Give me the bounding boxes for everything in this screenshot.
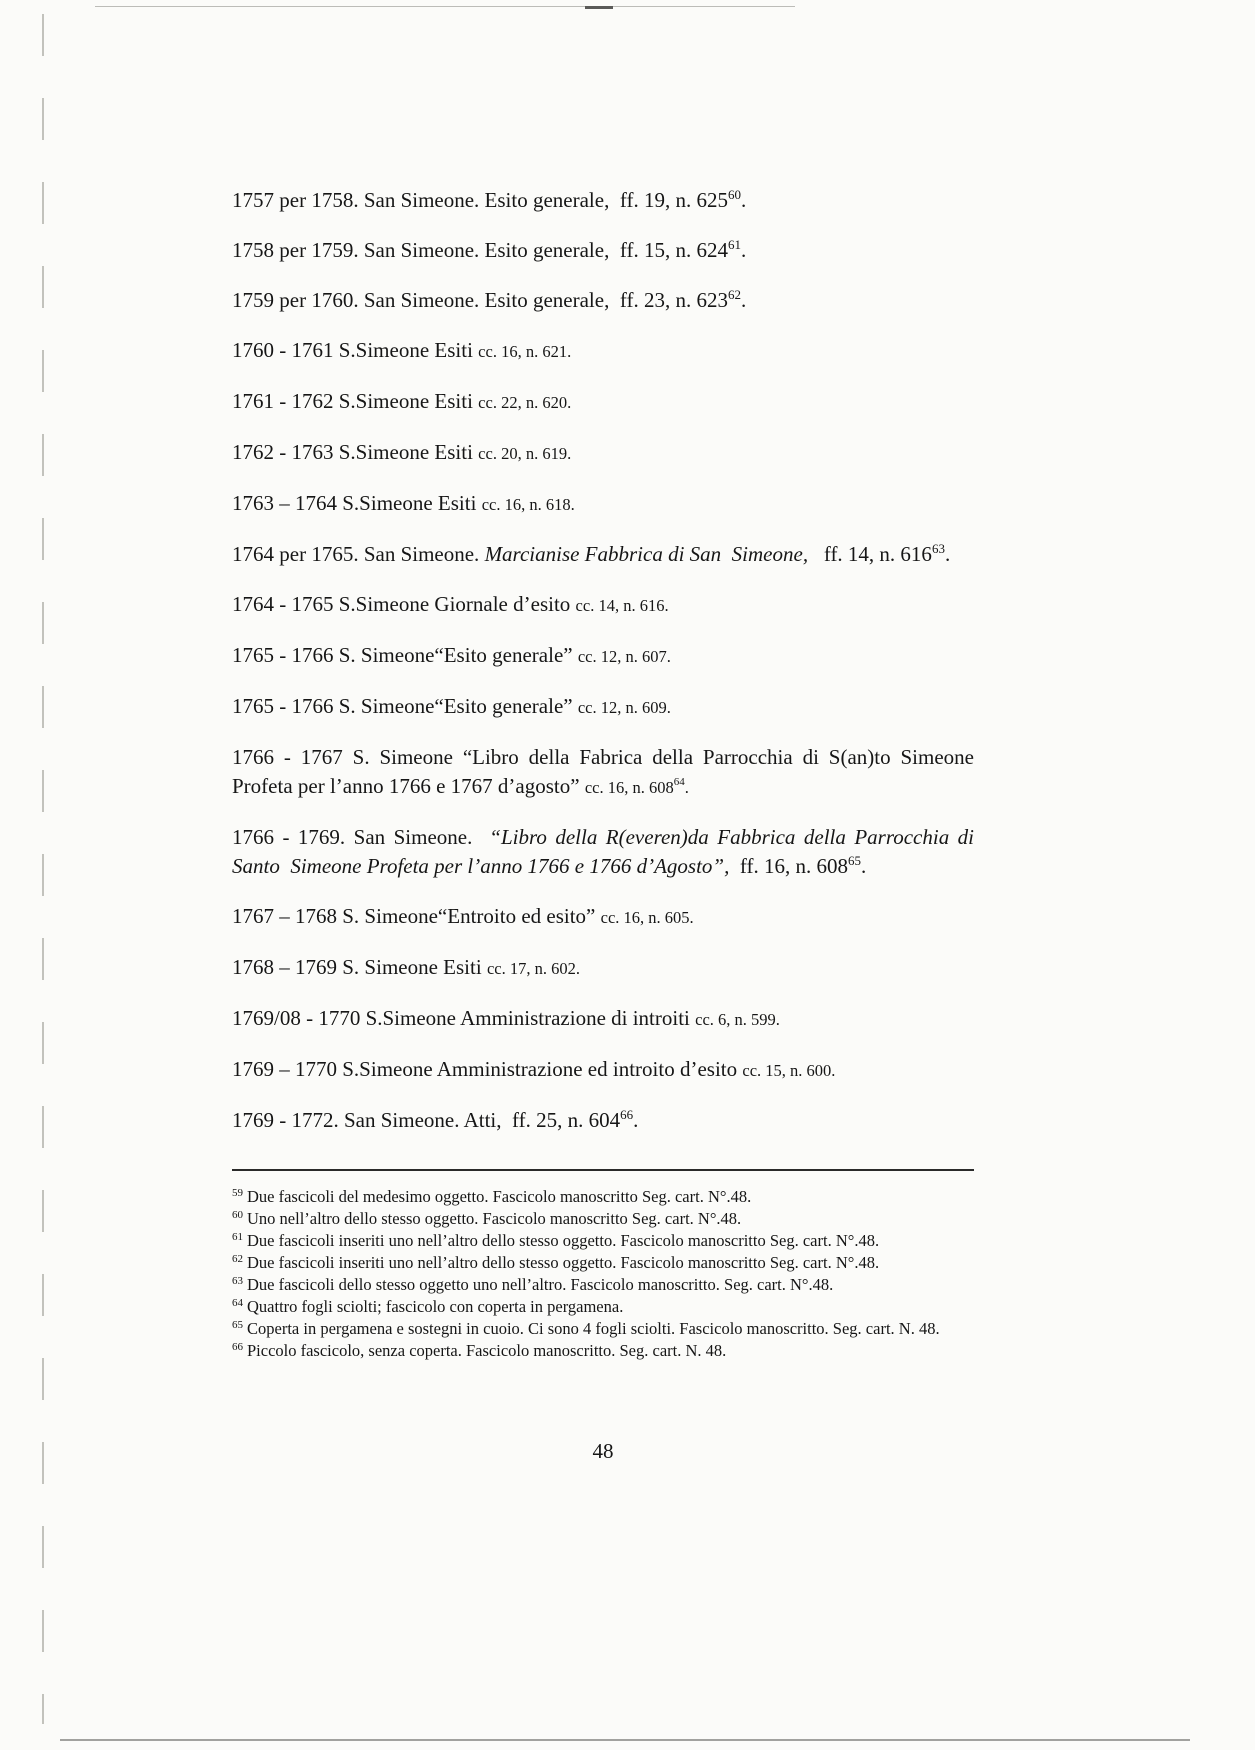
text-segment: cc. 17, n. 602. — [486, 959, 580, 978]
scan-edge-bottom — [60, 1739, 1190, 1741]
footnote-list — [232, 1187, 974, 1361]
text-segment: . — [944, 542, 951, 566]
text-segment: . — [740, 238, 747, 262]
text-segment: 1760 - 1761 S.Simeone Esiti — [232, 338, 479, 362]
text-segment: cc. 16, n. 621. — [478, 342, 572, 361]
inventory-entry — [232, 489, 974, 519]
footnote-text: Coperta in pergamena e sostegni in cuoio. Ci sono 4 fogli sciolti. Fascicolo manoscritto. Seg. cart. N. 48. — [247, 1319, 940, 1338]
text-segment: ff. 14, n. 616 — [808, 542, 932, 566]
footnote-text: Due fascicoli inseriti uno nell’altro dello stesso oggetto. Fascicolo manoscritto Seg. cart. N°.48. — [247, 1253, 880, 1272]
inventory-entry — [232, 1055, 974, 1085]
footnote-reference: 60 — [727, 187, 741, 202]
footnote — [232, 1275, 974, 1295]
text-segment: 1769/08 - 1770 S.Simeone Amministrazione di introiti — [232, 1006, 696, 1030]
text-segment: . — [740, 188, 747, 212]
text-segment: 1759 per 1760. San Simeone. Esito generale, ff. 23, n. 623 — [232, 288, 728, 312]
footnote-reference: 61 — [727, 237, 741, 252]
text-segment: 1768 – 1769 S. Simeone Esiti — [232, 955, 487, 979]
inventory-entry — [232, 902, 974, 932]
footnote-reference: 64 — [673, 776, 685, 788]
footnote-text: Piccolo fascicolo, senza coperta. Fascicolo manoscritto. Seg. cart. N. 48. — [247, 1341, 727, 1360]
inventory-entry — [232, 286, 974, 315]
footnote-text: Due fascicoli dello stesso oggetto uno nell’altro. Fascicolo manoscritto. Seg. cart. N°.48. — [247, 1275, 834, 1294]
text-segment: . — [633, 1108, 639, 1132]
text-segment: 1765 - 1766 S. Simeone“Esito generale” — [232, 643, 578, 667]
text-segment: cc. 12, n. 607. — [577, 647, 671, 666]
text-segment: Marcianise Fabbrica di San Simeone, — [484, 542, 809, 566]
footnote-marker: 62 — [232, 1252, 243, 1265]
inventory-entry — [232, 336, 974, 366]
text-column — [232, 186, 974, 1464]
text-segment: “Libro della R(everen)da Fabbrica della Parrocchia di Santo Simeone Profeta per l’anno 1766 e 1766 d’Agosto”, — [232, 825, 974, 878]
text-segment: 1758 per 1759. San Simeone. Esito generale, ff. 15, n. 624 — [232, 238, 728, 262]
footnote-text: Due fascicoli inseriti uno nell’altro dello stesso oggetto. Fascicolo manoscritto Seg. cart. N°.48. — [247, 1231, 880, 1250]
footnote — [232, 1297, 974, 1317]
inventory-entry — [232, 641, 974, 671]
inventory-entry — [232, 823, 974, 881]
footnote-reference: 63 — [931, 541, 945, 556]
text-segment: cc. 16, n. 605. — [600, 908, 694, 927]
text-segment: 1764 - 1765 S.Simeone Giornale d’esito — [232, 592, 576, 616]
binding-marks — [42, 14, 44, 1724]
text-segment: cc. 6, n. 599. — [695, 1010, 780, 1029]
text-segment: 1764 per 1765. San Simeone. — [232, 542, 485, 566]
inventory-entry — [232, 186, 974, 215]
footnote-text: Quattro fogli sciolti; fascicolo con coperta in pergamena. — [247, 1297, 624, 1316]
text-segment: cc. 15, n. 600. — [742, 1061, 836, 1080]
footnote-text: Due fascicoli del medesimo oggetto. Fascicolo manoscritto Seg. cart. N°.48. — [247, 1187, 752, 1206]
text-segment: . — [860, 854, 867, 878]
text-segment: 1761 - 1762 S.Simeone Esiti — [232, 389, 479, 413]
text-segment: cc. 22, n. 620. — [478, 393, 572, 412]
page-number: 48 — [592, 1439, 614, 1463]
footnote — [232, 1187, 974, 1207]
footnote-marker: 64 — [232, 1296, 243, 1309]
inventory-entry — [232, 438, 974, 468]
text-segment: 1757 per 1758. San Simeone. Esito generale, ff. 19, n. 625 — [232, 188, 728, 212]
text-segment: cc. 20, n. 619. — [478, 444, 572, 463]
text-segment: 1767 – 1768 S. Simeone“Entroito ed esito” — [232, 904, 601, 928]
footnote-marker: 59 — [232, 1186, 243, 1199]
footnote — [232, 1341, 974, 1361]
text-segment: cc. 16, n. 608 — [584, 778, 674, 797]
footnote-divider — [232, 1169, 974, 1171]
text-segment: 1766 - 1769. San Simeone. — [232, 825, 490, 849]
inventory-entry — [232, 1106, 974, 1135]
text-segment: . — [740, 288, 747, 312]
text-segment: cc. 12, n. 609. — [577, 698, 671, 717]
text-segment: cc. 16, n. 618. — [481, 495, 575, 514]
footnote — [232, 1319, 974, 1339]
footnote-marker: 65 — [232, 1318, 243, 1331]
footnote — [232, 1209, 974, 1229]
text-segment: 1766 - 1767 S. Simeone “Libro della Fabrica della Parrocchia di S(an)to Simeone Profeta per l’anno 1766 e 1767 d’agosto” — [232, 745, 974, 798]
scan-edge-top — [95, 6, 795, 7]
entry-list — [232, 186, 974, 1135]
text-segment: 1763 – 1764 S.Simeone Esiti — [232, 491, 482, 515]
footnote-marker: 66 — [232, 1340, 243, 1353]
footnote-reference: 62 — [727, 287, 741, 302]
footnote-marker: 63 — [232, 1274, 243, 1287]
text-segment: ff. 16, n. 608 — [729, 854, 848, 878]
footnote-text: Uno nell’altro dello stesso oggetto. Fascicolo manoscritto Seg. cart. N°.48. — [247, 1209, 742, 1228]
scan-mark-top — [585, 6, 613, 9]
inventory-entry — [232, 1004, 974, 1034]
text-segment: . — [684, 778, 689, 797]
inventory-entry — [232, 590, 974, 620]
text-segment: cc. 14, n. 616. — [575, 596, 669, 615]
text-segment: 1765 - 1766 S. Simeone“Esito generale” — [232, 694, 578, 718]
inventory-entry — [232, 743, 974, 802]
inventory-entry — [232, 692, 974, 722]
footnote-reference: 66 — [620, 1107, 634, 1122]
inventory-entry — [232, 387, 974, 417]
inventory-entry — [232, 953, 974, 983]
text-segment: 1762 - 1763 S.Simeone Esiti — [232, 440, 479, 464]
footnote-marker: 61 — [232, 1230, 243, 1243]
footnote-reference: 65 — [847, 853, 861, 868]
text-segment: 1769 - 1772. San Simeone. Atti, ff. 25, n. 604 — [232, 1108, 621, 1132]
footnote — [232, 1231, 974, 1251]
inventory-entry — [232, 236, 974, 265]
footnote — [232, 1253, 974, 1273]
text-segment: 1769 – 1770 S.Simeone Amministrazione ed introito d’esito — [232, 1057, 743, 1081]
inventory-entry — [232, 540, 974, 569]
footnote-marker: 60 — [232, 1208, 243, 1221]
